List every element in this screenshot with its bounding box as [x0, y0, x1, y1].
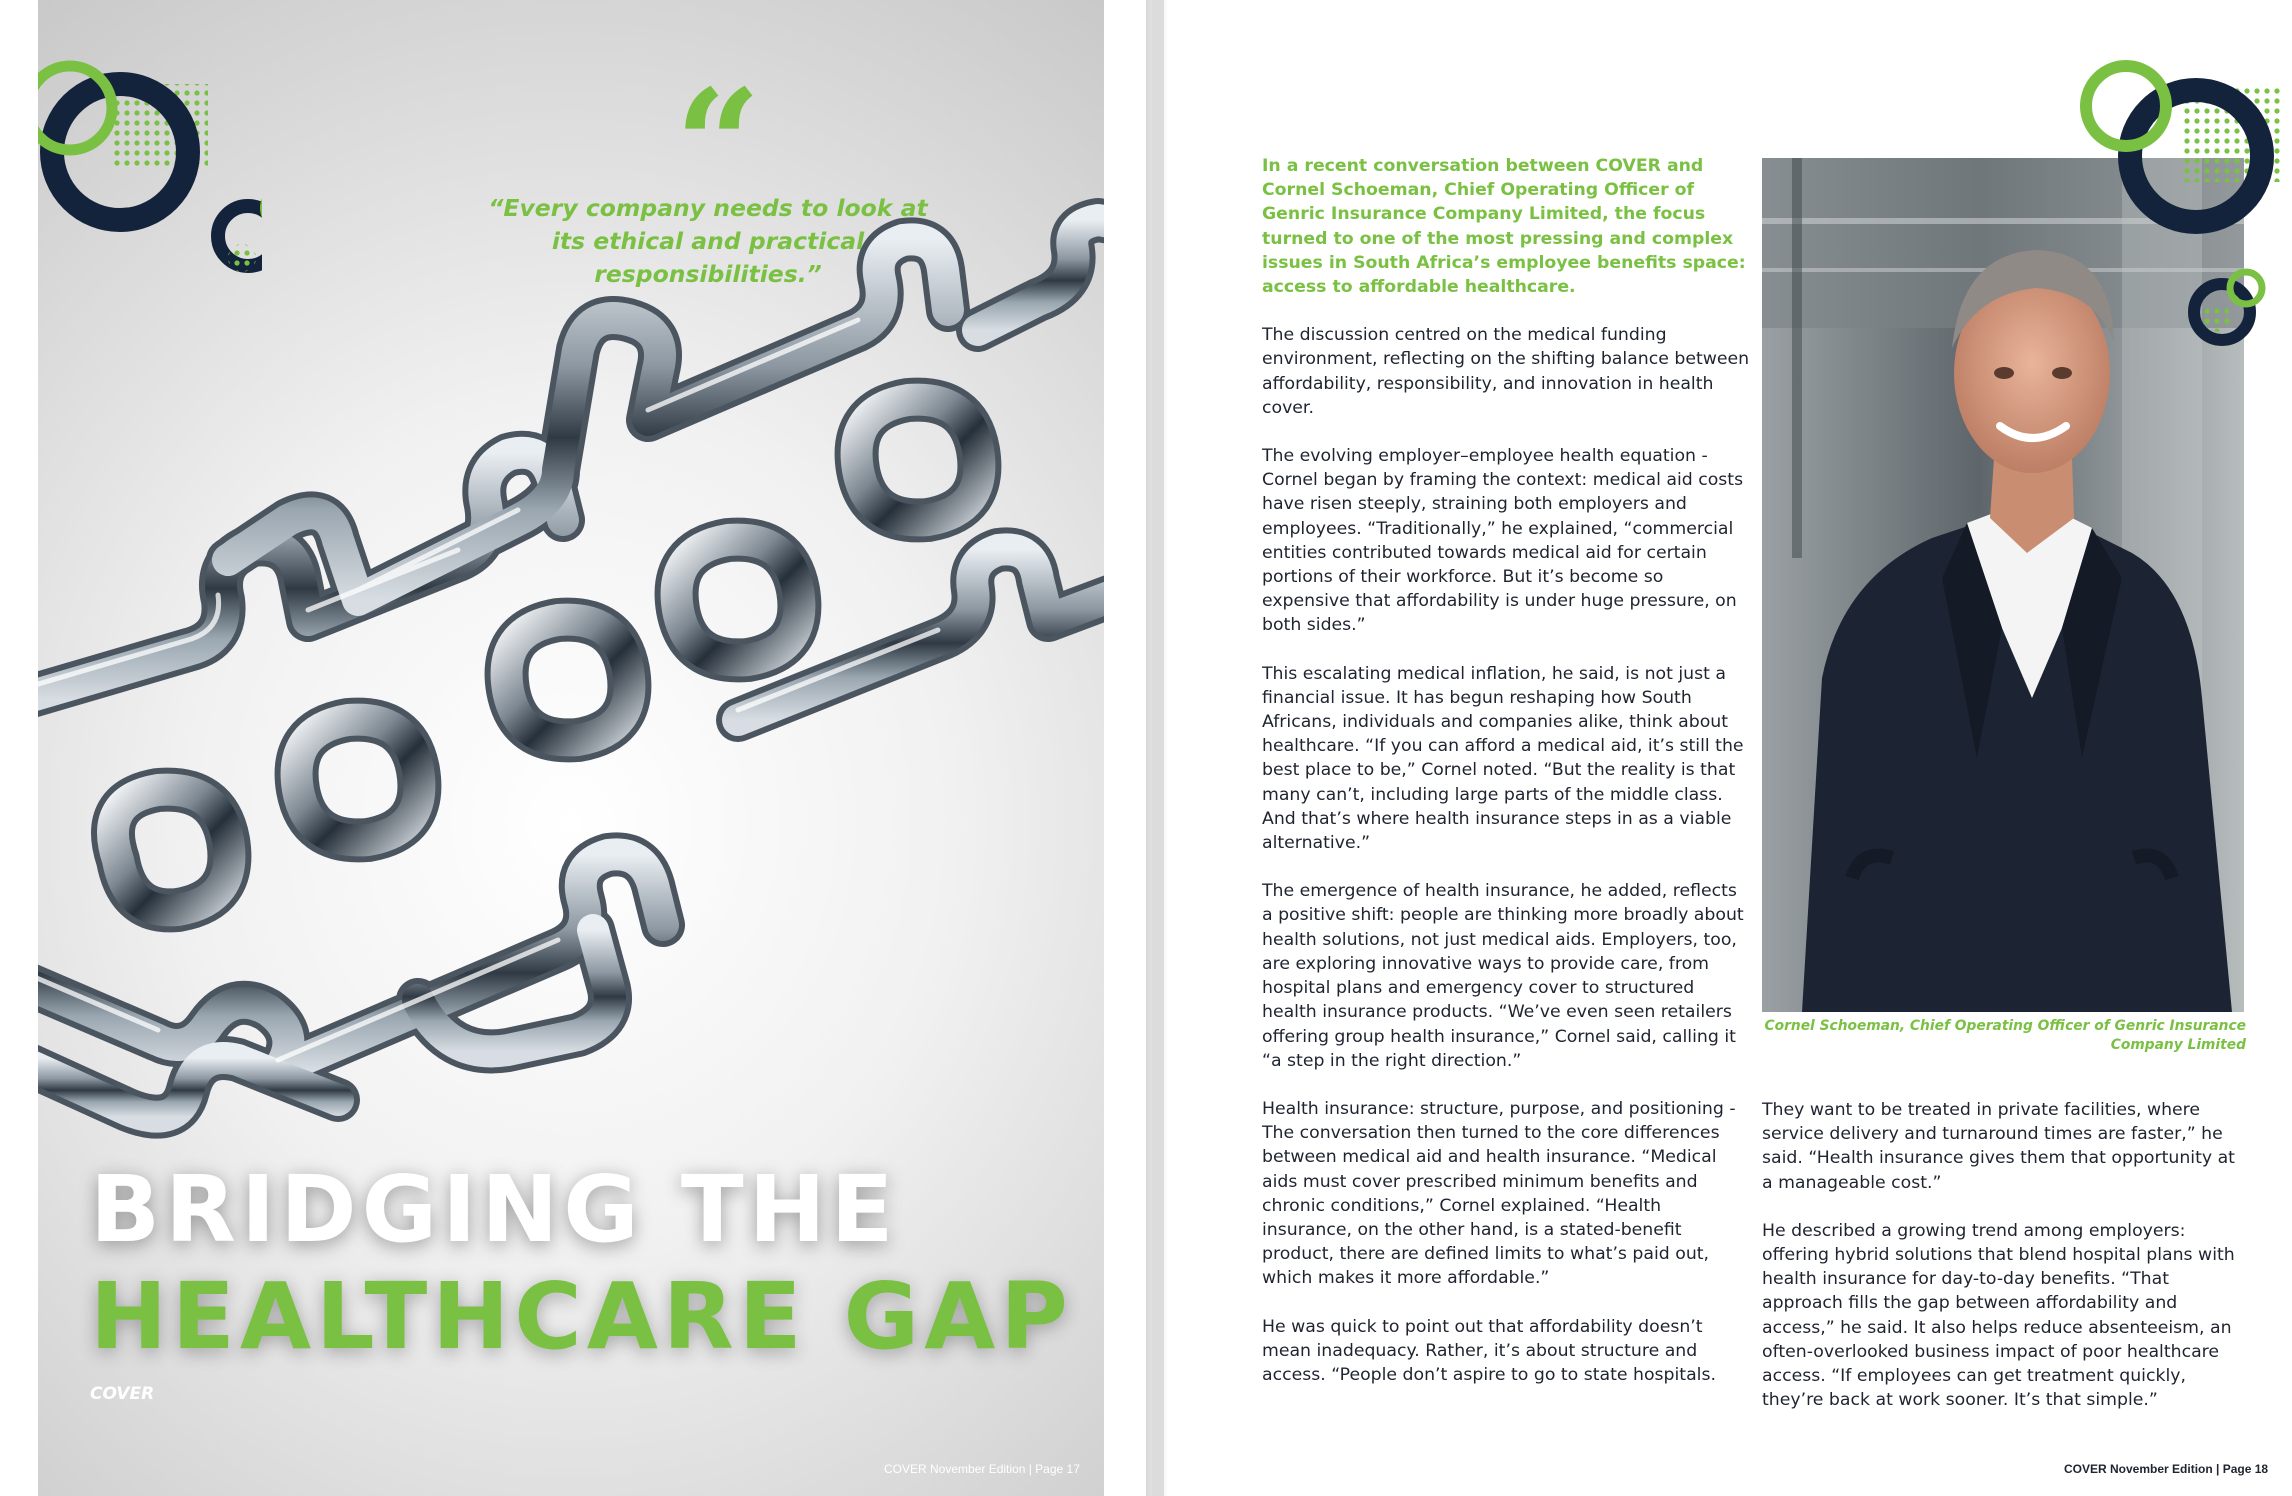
body-paragraph: This escalating medical inflation, he said, is not just a financial issue. It has begun reshaping how South Africans, individuals and companies alike, think about healthcare. “If you can afford a medical aid, it’s still the best place to be,” Cornel noted. “But the reality is that many can’t, including large parts of the middle class. And that’s where health insurance steps in as a viable alternative.”: [1262, 663, 1744, 854]
body-paragraph: The discussion centred on the medical funding environment, reflecting on the shifting balance between affordability, responsibility, and innovation in health cover.: [1262, 325, 1750, 418]
body-paragraph: He was quick to point out that affordability doesn’t mean inadequacy. Rather, it’s about structure and access. “People don’t aspire to go to state hospitals.: [1262, 1316, 1716, 1385]
left-page: [38, 0, 1104, 1496]
gutter-divider: [1152, 0, 1164, 1496]
pull-quote: “Every company needs to look at its ethical and practical responsibilities.”: [488, 194, 928, 288]
quote-mark: “: [674, 57, 762, 233]
intro-paragraph: In a recent conversation between COVER and Cornel Schoeman, Chief Operating Officer of Genric Insurance Company Limited, the focus turned to one of the most pressing and complex issues in South Africa’s employee benefits space: access to affordable healthcare.: [1262, 156, 1746, 298]
headline-line-1: BRIDGING THE: [90, 1156, 899, 1263]
page-footer-right: COVER November Edition | Page 18: [2064, 1462, 2269, 1476]
body-paragraph: The evolving employer–employee health equation - Cornel began by framing the context: medical aid costs have risen steeply, straining both employers and employees. “Traditionally,” he explained, “commercial entities contributed towards medical aid for certain portions of their workforce. But it’s become so expensive that affordability is under huge pressure, on both sides.”: [1262, 446, 1744, 636]
decorative-rings-left: [38, 48, 262, 288]
headline-line-2: HEALTHCARE GAP: [90, 1263, 1073, 1370]
article-column-left: [1262, 154, 1750, 1411]
body-paragraph: He described a growing trend among employers: offering hybrid solutions that blend hospital plans with health insurance for day-to-day benefits. “That approach fills the gap between affordability and access,” he said. It also helps reduce absenteeism, an often-overlooked business impact of poor healthcare access. “If employees can get treatment quickly, they’re back at work sooner. It’s that simple.”: [1762, 1220, 2235, 1411]
body-paragraph: The emergence of health insurance, he added, reflects a positive shift: people are thinking more broadly about health solutions, not just medical aids. Employers, too, are exploring innovative ways to provide care, from hospital plans and emergency cover to structured health insurance products. “We’ve even seen retailers offering group health insurance,” Cornel said, calling it “a step in the right direction.”: [1262, 881, 1744, 1071]
body-paragraph: Health insurance: structure, purpose, and positioning - The conversation then turned to the core differences between medical aid and health insurance. “Medical aids must cover prescribed minimum benefits and chronic conditions,” Cornel explained. “Health insurance, on the other hand, is a stated-benefit product, there are defined limits to what’s paid out, which makes it more affordable.”: [1262, 1098, 1736, 1289]
page-footer-left: COVER November Edition | Page 17: [884, 1462, 1080, 1476]
body-paragraph: They want to be treated in private facilities, where service delivery and turnaround times are faster,” he said. “Health insurance gives them that opportunity at a manageable cost.”: [1762, 1100, 2235, 1193]
section-label: COVER: [90, 1384, 155, 1404]
photo-caption: Cornel Schoeman, Chief Operating Officer of Genric Insurance Company Limited: [1764, 1018, 2246, 1053]
article-column-right: [1762, 1098, 2250, 1436]
decorative-rings-right: [2072, 56, 2292, 356]
